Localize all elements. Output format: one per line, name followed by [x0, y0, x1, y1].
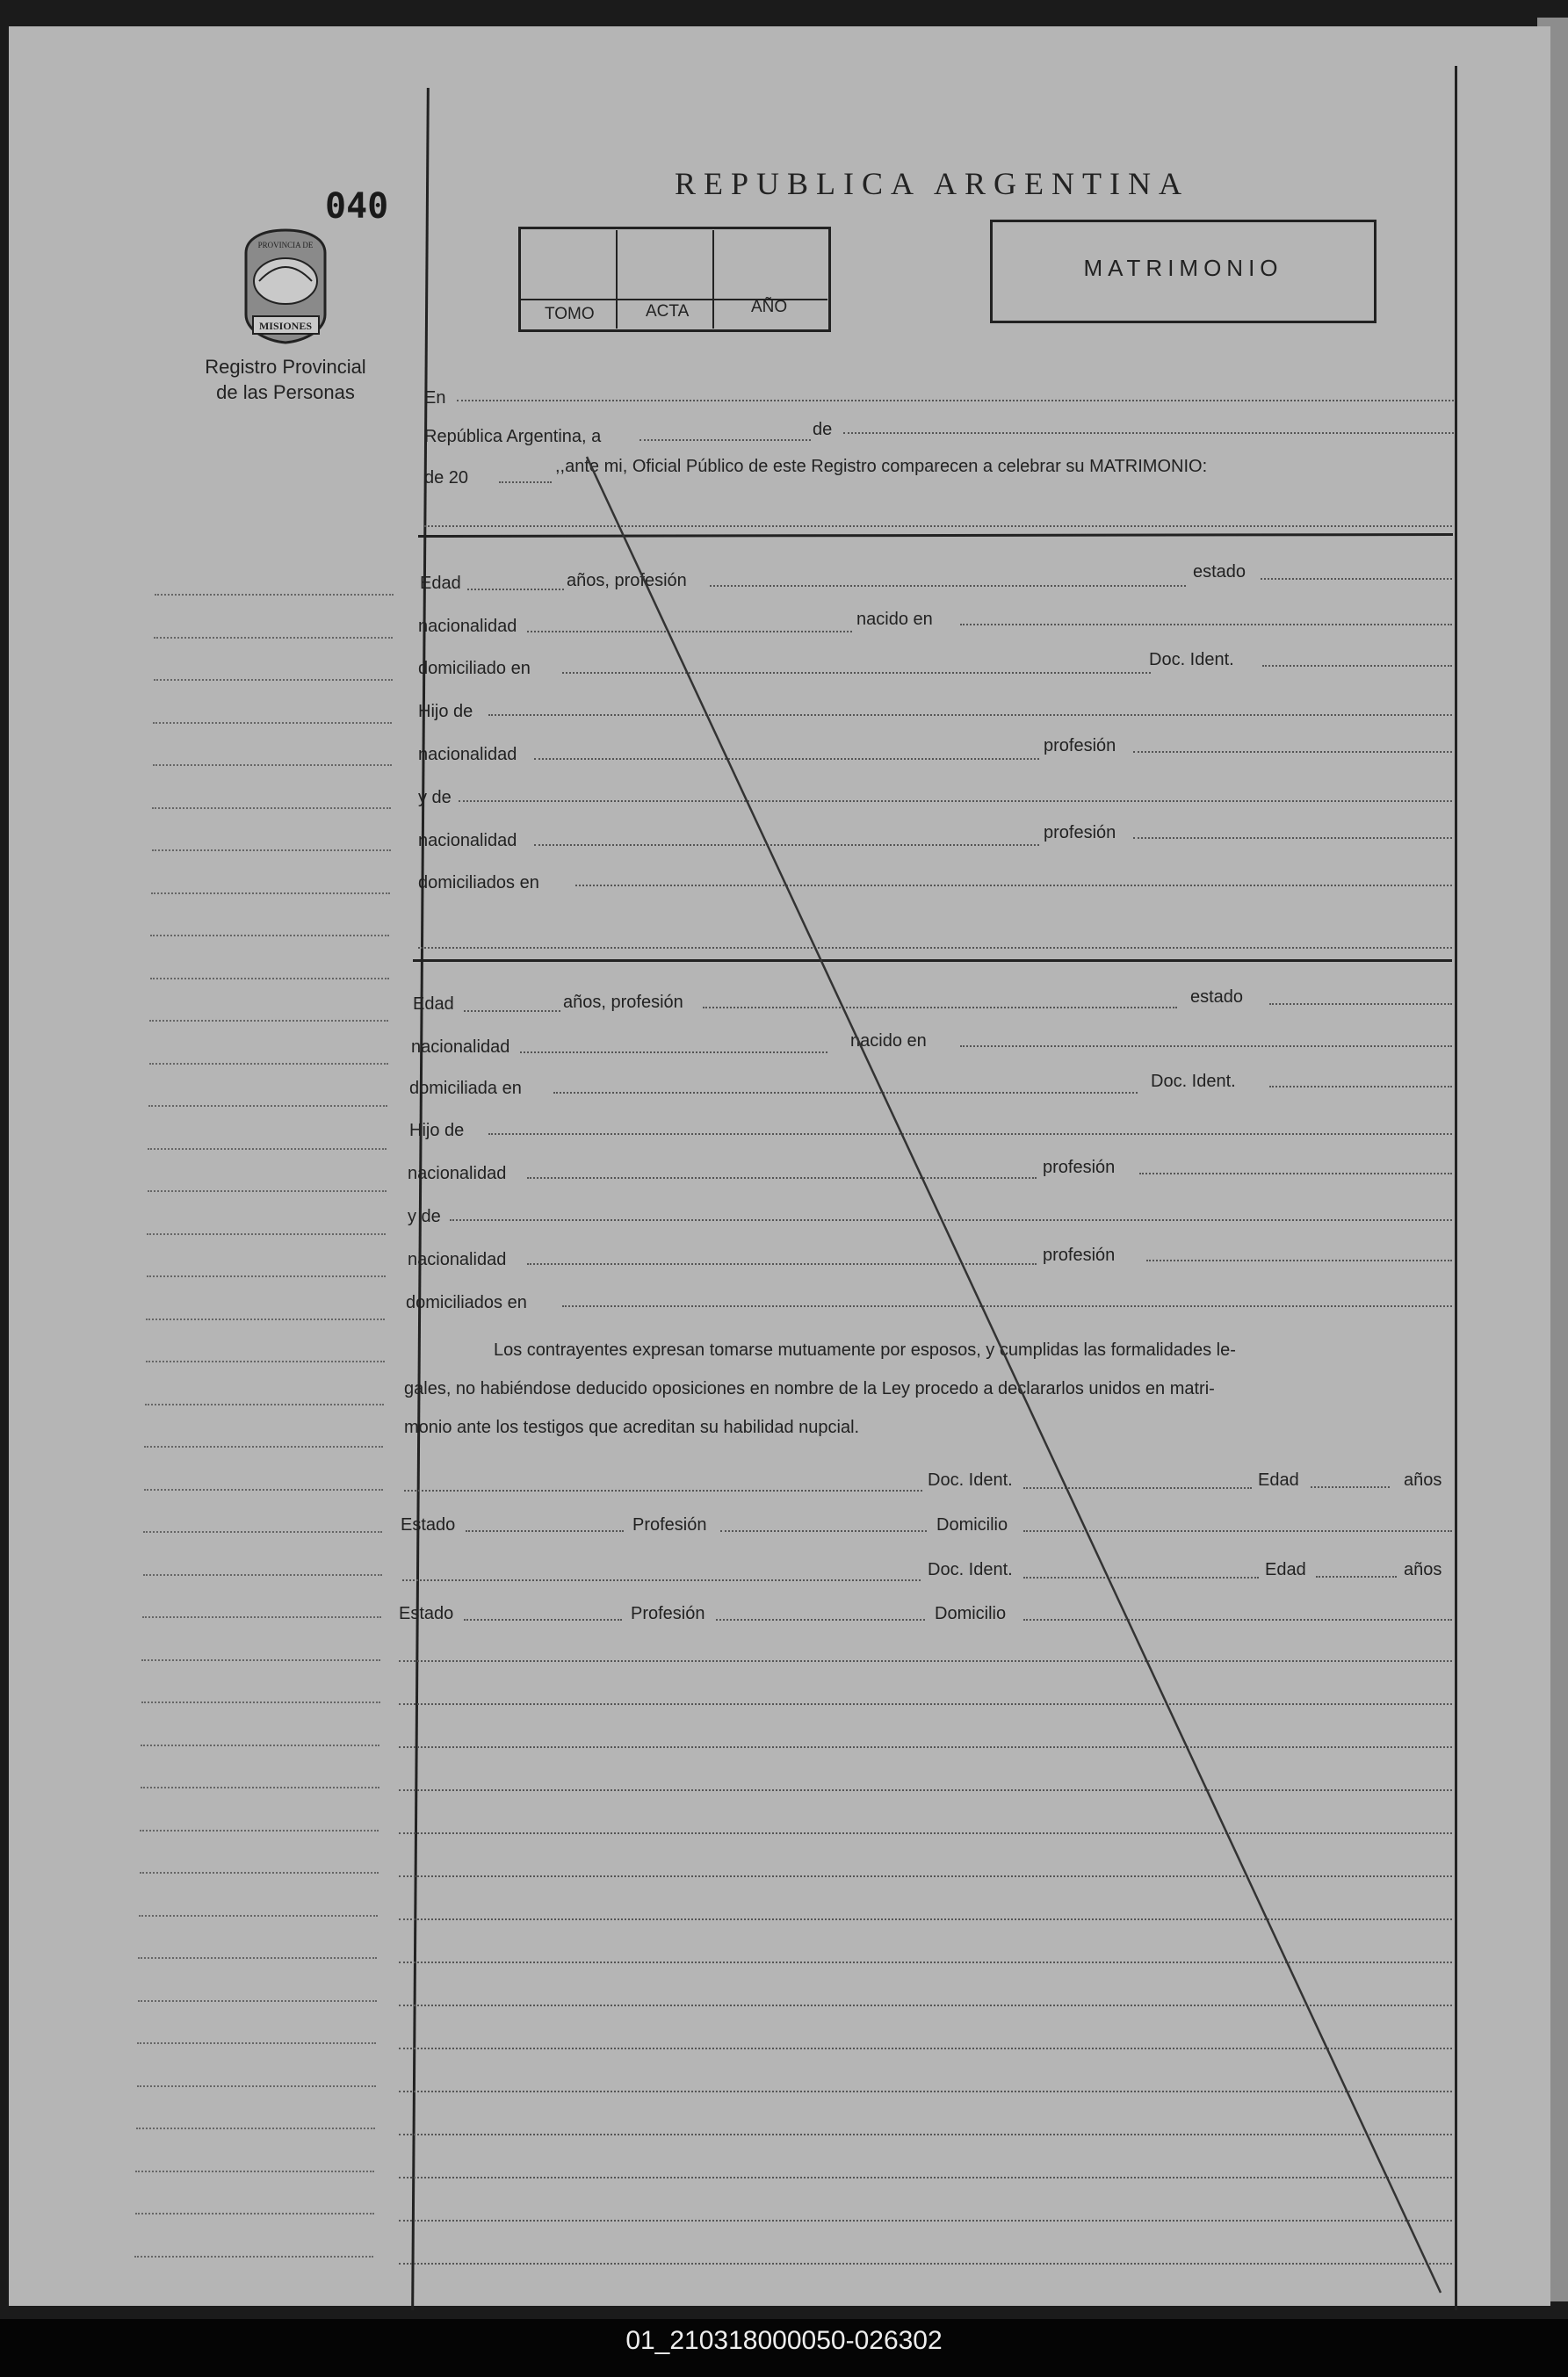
w1-domicilio-label: Domicilio	[936, 1515, 1008, 1535]
p1-edad-label: Edad	[420, 574, 461, 593]
p2-nacionalidad-madre-label: nacionalidad	[408, 1250, 507, 1269]
p2-hijo-label: Hijo de	[409, 1121, 465, 1140]
p2-y-de-label: y de	[408, 1207, 441, 1226]
w2-doc-label: Doc. Ident.	[928, 1560, 1013, 1579]
p1-profesion-padre-label: profesión	[1044, 736, 1116, 755]
p2-edad-label: Edad	[413, 994, 454, 1014]
w1-anos-label: años	[1404, 1470, 1442, 1490]
w1-profesion-label: Profesión	[632, 1515, 707, 1535]
p1-domiciliados-label: domiciliados en	[418, 873, 539, 892]
p1-profesion-madre-label: profesión	[1044, 823, 1116, 842]
acta-label: ACTA	[646, 302, 690, 321]
ano-label: AÑO	[751, 298, 788, 316]
declaration-line-3: monio ante los testigos que acreditan su habilidad nupcial.	[404, 1418, 860, 1437]
en-label: En	[424, 388, 446, 408]
act-type-label: MATRIMONIO	[1083, 255, 1283, 281]
scan-footer	[0, 2319, 1568, 2377]
sheet-number: 040	[325, 186, 389, 227]
p1-estado-label: estado	[1193, 562, 1246, 582]
republica-label: República Argentina, a	[424, 427, 602, 446]
de-label: de	[813, 420, 833, 439]
w2-anos-label: años	[1404, 1560, 1442, 1579]
p1-domiciliado-label: domiciliado en	[418, 659, 531, 678]
p1-hijo-label: Hijo de	[418, 702, 473, 721]
declaration-line-2: gales, no habiéndose deducido oposiciones en nombre de la Ley procedo a declararlos unidos en matri-	[404, 1379, 1215, 1398]
w1-edad-label: Edad	[1258, 1470, 1299, 1490]
w2-profesion-label: Profesión	[631, 1604, 705, 1623]
page-title: REPUBLICA ARGENTINA	[675, 166, 1190, 201]
p1-y-de-label: y de	[418, 788, 452, 807]
p2-anos-profesion-label: años, profesión	[563, 993, 683, 1012]
p2-estado-label: estado	[1190, 987, 1244, 1007]
scan-id: 01_210318000050-026302	[625, 2326, 943, 2355]
p2-nacido-label: nacido en	[850, 1031, 927, 1051]
p2-nacionalidad-label: nacionalidad	[411, 1037, 510, 1057]
de-20-label: de 20	[424, 468, 469, 488]
p1-anos-profesion-label: años, profesión	[567, 571, 687, 590]
p1-doc-label: Doc. Ident.	[1149, 650, 1234, 669]
w2-edad-label: Edad	[1265, 1560, 1306, 1579]
p2-profesion-madre-label: profesión	[1043, 1246, 1116, 1265]
svg-text:PROVINCIA DE: PROVINCIA DE	[257, 241, 314, 249]
p1-nacionalidad-label: nacionalidad	[418, 617, 517, 636]
p2-profesion-padre-label: profesión	[1043, 1158, 1116, 1177]
registry-label-line1: Registro Provincial	[205, 356, 366, 378]
declaration-line-1: Los contrayentes expresan tomarse mutuamente por esposos, y cumplidas las formalidades le-	[494, 1340, 1236, 1360]
p1-nacionalidad-padre-label: nacionalidad	[418, 745, 517, 764]
w2-domicilio-label: Domicilio	[935, 1604, 1007, 1623]
p1-nacido-label: nacido en	[856, 610, 933, 629]
w1-doc-label: Doc. Ident.	[928, 1470, 1013, 1490]
registry-label-line2: de las Personas	[216, 381, 355, 403]
oficial-text: ,,ante mi, Oficial Público de este Registro comparecen a celebrar su MATRIMONIO:	[555, 457, 1208, 476]
p2-domiciliada-label: domiciliada en	[409, 1079, 522, 1098]
p1-nacionalidad-madre-label: nacionalidad	[418, 831, 517, 850]
tomo-label: TOMO	[545, 305, 595, 323]
w2-estado-label: Estado	[399, 1604, 454, 1623]
p2-nacionalidad-padre-label: nacionalidad	[408, 1164, 507, 1183]
p2-doc-label: Doc. Ident.	[1151, 1072, 1236, 1091]
svg-text:MISIONES: MISIONES	[258, 320, 313, 332]
p2-domiciliados-label: domiciliados en	[406, 1293, 527, 1312]
w1-estado-label: Estado	[401, 1515, 456, 1535]
